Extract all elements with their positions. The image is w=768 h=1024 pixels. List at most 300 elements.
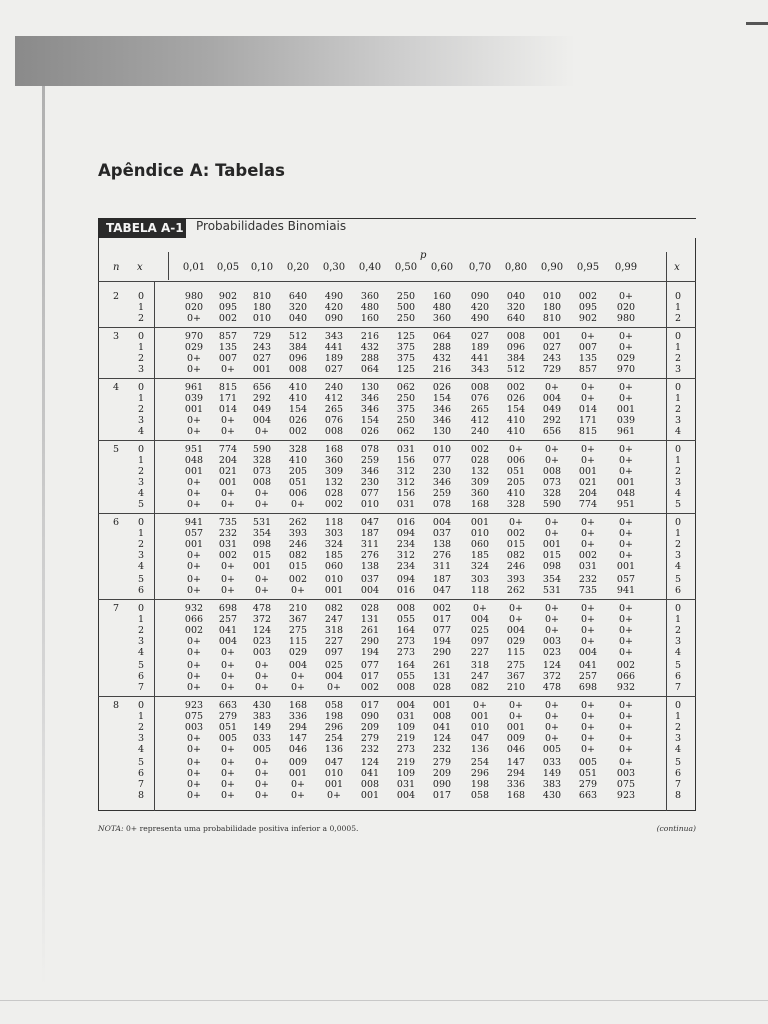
- row-x-right: 6: [674, 585, 682, 596]
- header-n: n: [113, 262, 120, 273]
- probability-cell: 328: [542, 488, 562, 499]
- probability-cell: 0+: [618, 603, 633, 614]
- probability-cell: 0+: [618, 528, 633, 539]
- probability-cell: 064: [432, 331, 452, 342]
- probability-cell: 010: [470, 528, 490, 539]
- probability-cell: 0+: [290, 671, 305, 682]
- row-x-right: 1: [674, 302, 682, 313]
- probability-cell: 171: [218, 393, 238, 404]
- probability-cell: 0+: [544, 722, 559, 733]
- probability-cell: 923: [616, 790, 636, 801]
- probability-cell: 009: [288, 757, 308, 768]
- row-x-right: 1: [674, 342, 682, 353]
- probability-cell: 198: [470, 779, 490, 790]
- row-n: 7: [112, 603, 120, 614]
- row-x: 3: [137, 550, 145, 561]
- probability-cell: 0+: [472, 700, 487, 711]
- probability-cell: 040: [506, 291, 526, 302]
- probability-cell: 0+: [186, 779, 201, 790]
- probability-cell: 005: [252, 744, 272, 755]
- probability-cell: 168: [470, 499, 490, 510]
- page-bottom-edge: [0, 1000, 768, 1001]
- probability-cell: 372: [252, 614, 272, 625]
- probability-cell: 002: [288, 426, 308, 437]
- row-x-right: 5: [674, 574, 682, 585]
- probability-cell: 234: [396, 539, 416, 550]
- row-x: 2: [137, 625, 145, 636]
- probability-cell: 004: [252, 415, 272, 426]
- probability-cell: 279: [432, 757, 452, 768]
- row-x: 4: [137, 744, 145, 755]
- probability-cell: 090: [432, 779, 452, 790]
- probability-cell: 0+: [618, 625, 633, 636]
- probability-cell: 0+: [618, 550, 633, 561]
- row-x: 0: [137, 700, 145, 711]
- probability-cell: 0+: [186, 671, 201, 682]
- probability-cell: 480: [432, 302, 452, 313]
- probability-cell: 0+: [580, 455, 595, 466]
- probability-cell: 0+: [186, 550, 201, 561]
- probability-cell: 041: [432, 722, 452, 733]
- probability-cell: 205: [288, 466, 308, 477]
- probability-cell: 109: [396, 768, 416, 779]
- probability-cell: 004: [396, 790, 416, 801]
- header-left-rule: [168, 252, 169, 280]
- probability-cell: 017: [432, 790, 452, 801]
- probability-cell: 057: [184, 528, 204, 539]
- probability-cell: 0+: [508, 517, 523, 528]
- probability-cell: 0+: [254, 574, 269, 585]
- probability-cell: 393: [288, 528, 308, 539]
- row-x-right: 0: [674, 517, 682, 528]
- probability-cell: 490: [324, 291, 344, 302]
- probability-cell: 002: [218, 550, 238, 561]
- probability-cell: 0+: [580, 539, 595, 550]
- probability-cell: 0+: [544, 603, 559, 614]
- group-separator: [98, 378, 696, 379]
- probability-cell: 015: [506, 539, 526, 550]
- probability-cell: 230: [360, 477, 380, 488]
- probability-cell: 774: [218, 444, 238, 455]
- row-x-right: 4: [674, 426, 682, 437]
- probability-cell: 168: [506, 790, 526, 801]
- probability-cell: 185: [324, 550, 344, 561]
- probability-cell: 410: [288, 455, 308, 466]
- probability-cell: 095: [578, 302, 598, 313]
- probability-cell: 017: [360, 671, 380, 682]
- probability-cell: 0+: [220, 682, 235, 693]
- probability-cell: 171: [578, 415, 598, 426]
- probability-cell: 039: [184, 393, 204, 404]
- row-x: 4: [137, 426, 145, 437]
- probability-cell: 149: [252, 722, 272, 733]
- probability-cell: 0+: [186, 477, 201, 488]
- row-x: 5: [137, 757, 145, 768]
- probability-cell: 0+: [220, 585, 235, 596]
- probability-cell: 130: [360, 382, 380, 393]
- probability-cell: 027: [470, 331, 490, 342]
- probability-cell: 500: [396, 302, 416, 313]
- probability-cell: 002: [324, 499, 344, 510]
- probability-cell: 095: [218, 302, 238, 313]
- probability-cell: 227: [470, 647, 490, 658]
- probability-cell: 0+: [254, 790, 269, 801]
- row-x-right: 2: [674, 722, 682, 733]
- probability-cell: 383: [542, 779, 562, 790]
- probability-cell: 0+: [508, 700, 523, 711]
- probability-cell: 0+: [618, 517, 633, 528]
- probability-cell: 008: [252, 477, 272, 488]
- probability-cell: 275: [288, 625, 308, 636]
- probability-cell: 279: [218, 711, 238, 722]
- probability-cell: 001: [252, 364, 272, 375]
- probability-cell: 0+: [186, 768, 201, 779]
- probability-cell: 360: [360, 291, 380, 302]
- probability-cell: 240: [470, 426, 490, 437]
- probability-cell: 090: [470, 291, 490, 302]
- probability-cell: 0+: [618, 722, 633, 733]
- probability-cell: 180: [252, 302, 272, 313]
- probability-cell: 410: [506, 426, 526, 437]
- probability-cell: 410: [288, 382, 308, 393]
- probability-cell: 354: [252, 528, 272, 539]
- row-x: 0: [137, 603, 145, 614]
- probability-cell: 372: [542, 671, 562, 682]
- probability-cell: 0+: [326, 790, 341, 801]
- probability-cell: 0+: [186, 585, 201, 596]
- row-x-right: 3: [674, 636, 682, 647]
- probability-cell: 003: [542, 636, 562, 647]
- probability-cell: 0+: [220, 790, 235, 801]
- probability-cell: 346: [432, 404, 452, 415]
- probability-cell: 0+: [220, 561, 235, 572]
- probability-cell: 001: [324, 779, 344, 790]
- probability-cell: 026: [288, 415, 308, 426]
- probability-cell: 250: [396, 313, 416, 324]
- probability-cell: 138: [360, 561, 380, 572]
- row-x: 2: [137, 539, 145, 550]
- probability-cell: 0+: [580, 528, 595, 539]
- probability-cell: 0+: [186, 313, 201, 324]
- probability-cell: 367: [506, 671, 526, 682]
- probability-cell: 420: [324, 302, 344, 313]
- probability-cell: 058: [470, 790, 490, 801]
- probability-cell: 090: [360, 711, 380, 722]
- probability-cell: 029: [288, 647, 308, 658]
- header-p-value: 0,60: [430, 262, 454, 273]
- probability-cell: 002: [288, 574, 308, 585]
- row-n: 2: [112, 291, 120, 302]
- probability-cell: 243: [252, 342, 272, 353]
- probability-cell: 006: [288, 488, 308, 499]
- probability-cell: 951: [184, 444, 204, 455]
- probability-cell: 073: [542, 477, 562, 488]
- probability-cell: 033: [252, 733, 272, 744]
- footnote: [98, 824, 358, 833]
- probability-cell: 008: [506, 331, 526, 342]
- row-x: 2: [137, 722, 145, 733]
- probability-cell: 0+: [618, 636, 633, 647]
- probability-cell: 009: [506, 733, 526, 744]
- probability-cell: 0+: [254, 488, 269, 499]
- probability-cell: 276: [360, 550, 380, 561]
- header-p-value: 0,30: [322, 262, 346, 273]
- header-p-value: 0,40: [358, 262, 382, 273]
- probability-cell: 216: [360, 331, 380, 342]
- probability-cell: 420: [470, 302, 490, 313]
- probability-cell: 164: [396, 625, 416, 636]
- row-x: 5: [137, 660, 145, 671]
- probability-cell: 154: [432, 393, 452, 404]
- probability-cell: 0+: [186, 682, 201, 693]
- probability-cell: 232: [578, 574, 598, 585]
- probability-cell: 857: [218, 331, 238, 342]
- row-x: 8: [137, 790, 145, 801]
- row-x: 6: [137, 585, 145, 596]
- probability-cell: 001: [184, 404, 204, 415]
- probability-cell: 273: [396, 744, 416, 755]
- probability-cell: 046: [506, 744, 526, 755]
- probability-cell: 0+: [220, 744, 235, 755]
- probability-cell: 031: [578, 561, 598, 572]
- row-x-right: 0: [674, 603, 682, 614]
- probability-cell: 656: [252, 382, 272, 393]
- probability-cell: 025: [470, 625, 490, 636]
- probability-cell: 902: [218, 291, 238, 302]
- probability-cell: 064: [360, 364, 380, 375]
- probability-cell: 250: [396, 393, 416, 404]
- probability-cell: 010: [542, 291, 562, 302]
- probability-cell: 008: [470, 382, 490, 393]
- probability-cell: 010: [360, 499, 380, 510]
- probability-cell: 082: [506, 550, 526, 561]
- probability-cell: 058: [324, 700, 344, 711]
- page-edge-mark: [746, 22, 768, 25]
- probability-cell: 430: [542, 790, 562, 801]
- row-n: 4: [112, 382, 120, 393]
- row-x: 6: [137, 671, 145, 682]
- probability-cell: 0+: [544, 733, 559, 744]
- row-x: 4: [137, 488, 145, 499]
- probability-cell: 098: [252, 539, 272, 550]
- row-x: 0: [137, 382, 145, 393]
- probability-cell: 097: [470, 636, 490, 647]
- probability-cell: 002: [506, 382, 526, 393]
- probability-cell: 0+: [618, 466, 633, 477]
- probability-cell: 279: [578, 779, 598, 790]
- probability-cell: 0+: [254, 585, 269, 596]
- probability-cell: 311: [360, 539, 380, 550]
- probability-cell: 076: [324, 415, 344, 426]
- probability-cell: 180: [542, 302, 562, 313]
- probability-cell: 0+: [618, 455, 633, 466]
- header-p-value: 0,80: [504, 262, 528, 273]
- probability-cell: 343: [470, 364, 490, 375]
- probability-cell: 262: [506, 585, 526, 596]
- row-x-right: 1: [674, 528, 682, 539]
- probability-cell: 124: [432, 733, 452, 744]
- row-x-right: 6: [674, 671, 682, 682]
- probability-cell: 219: [396, 757, 416, 768]
- probability-cell: 815: [578, 426, 598, 437]
- probability-cell: 430: [252, 700, 272, 711]
- probability-cell: 006: [506, 455, 526, 466]
- probability-cell: 0+: [618, 382, 633, 393]
- probability-cell: 008: [432, 711, 452, 722]
- probability-cell: 0+: [580, 393, 595, 404]
- table-caption: Probabilidades Binomiais: [196, 219, 347, 233]
- probability-cell: 0+: [186, 744, 201, 755]
- row-x-right: 0: [674, 331, 682, 342]
- probability-cell: 047: [432, 585, 452, 596]
- probability-cell: 060: [324, 561, 344, 572]
- probability-cell: 156: [396, 455, 416, 466]
- probability-cell: 077: [360, 660, 380, 671]
- header-p-value: 0,10: [250, 262, 274, 273]
- row-x: 0: [137, 331, 145, 342]
- probability-cell: 077: [432, 455, 452, 466]
- probability-cell: 0+: [254, 682, 269, 693]
- probability-cell: 0+: [186, 733, 201, 744]
- probability-cell: 246: [506, 561, 526, 572]
- page-title: Apêndice A: Tabelas: [98, 161, 285, 180]
- probability-cell: 004: [288, 660, 308, 671]
- probability-cell: 147: [288, 733, 308, 744]
- probability-cell: 0+: [618, 744, 633, 755]
- probability-cell: 016: [396, 585, 416, 596]
- row-x-right: 2: [674, 539, 682, 550]
- row-x: 0: [137, 517, 145, 528]
- probability-cell: 232: [360, 744, 380, 755]
- probability-cell: 276: [432, 550, 452, 561]
- probability-cell: 047: [324, 757, 344, 768]
- probability-cell: 041: [360, 768, 380, 779]
- probability-cell: 164: [396, 660, 416, 671]
- probability-cell: 041: [578, 660, 598, 671]
- probability-cell: 290: [360, 636, 380, 647]
- probability-cell: 0+: [186, 660, 201, 671]
- probability-cell: 590: [252, 444, 272, 455]
- footnote-text: 0+ representa uma probabilidade positiva inferior a 0,0005.: [123, 824, 359, 833]
- row-x: 7: [137, 779, 145, 790]
- footnote-label: NOTA:: [98, 824, 124, 833]
- probability-cell: 0+: [580, 700, 595, 711]
- probability-cell: 346: [432, 477, 452, 488]
- probability-cell: 078: [432, 499, 452, 510]
- scan-shadow-band: [15, 36, 575, 86]
- row-x: 1: [137, 302, 145, 313]
- probability-cell: 346: [360, 393, 380, 404]
- probability-cell: 004: [324, 671, 344, 682]
- row-n: 3: [112, 331, 120, 342]
- probability-cell: 219: [396, 733, 416, 744]
- probability-cell: 250: [396, 415, 416, 426]
- probability-cell: 0+: [618, 757, 633, 768]
- probability-cell: 303: [324, 528, 344, 539]
- probability-cell: 040: [288, 313, 308, 324]
- probability-cell: 257: [578, 671, 598, 682]
- probability-cell: 0+: [186, 647, 201, 658]
- probability-cell: 0+: [186, 353, 201, 364]
- probability-cell: 124: [542, 660, 562, 671]
- probability-cell: 951: [616, 499, 636, 510]
- row-x: 3: [137, 415, 145, 426]
- probability-cell: 0+: [580, 603, 595, 614]
- header-p-value: 0,99: [614, 262, 638, 273]
- probability-cell: 590: [542, 499, 562, 510]
- probability-cell: 187: [360, 528, 380, 539]
- probability-cell: 0+: [186, 364, 201, 375]
- probability-cell: 001: [432, 700, 452, 711]
- row-x: 2: [137, 313, 145, 324]
- probability-cell: 0+: [220, 671, 235, 682]
- probability-cell: 961: [184, 382, 204, 393]
- probability-cell: 135: [218, 342, 238, 353]
- probability-cell: 0+: [220, 660, 235, 671]
- probability-cell: 062: [396, 426, 416, 437]
- probability-cell: 432: [360, 342, 380, 353]
- probability-cell: 0+: [186, 415, 201, 426]
- probability-cell: 0+: [186, 757, 201, 768]
- probability-cell: 204: [578, 488, 598, 499]
- probability-cell: 029: [184, 342, 204, 353]
- probability-cell: 941: [616, 585, 636, 596]
- probability-cell: 0+: [186, 636, 201, 647]
- probability-cell: 512: [288, 331, 308, 342]
- probability-cell: 039: [616, 415, 636, 426]
- probability-cell: 002: [360, 682, 380, 693]
- header-p-value: 0,70: [468, 262, 492, 273]
- probability-cell: 303: [470, 574, 490, 585]
- probability-cell: 082: [288, 550, 308, 561]
- probability-cell: 367: [288, 614, 308, 625]
- row-x-right: 7: [674, 682, 682, 693]
- probability-cell: 205: [506, 477, 526, 488]
- probability-cell: 441: [470, 353, 490, 364]
- probability-cell: 0+: [254, 499, 269, 510]
- probability-cell: 328: [288, 444, 308, 455]
- probability-cell: 138: [432, 539, 452, 550]
- probability-cell: 0+: [186, 426, 201, 437]
- probability-cell: 0+: [580, 444, 595, 455]
- probability-cell: 014: [218, 404, 238, 415]
- probability-cell: 016: [396, 517, 416, 528]
- row-x: 0: [137, 291, 145, 302]
- probability-cell: 209: [360, 722, 380, 733]
- row-x-right: 8: [674, 790, 682, 801]
- row-x: 1: [137, 455, 145, 466]
- probability-cell: 051: [288, 477, 308, 488]
- probability-cell: 441: [324, 342, 344, 353]
- probability-cell: 026: [432, 382, 452, 393]
- probability-cell: 296: [324, 722, 344, 733]
- probability-cell: 279: [360, 733, 380, 744]
- probability-cell: 810: [252, 291, 272, 302]
- probability-cell: 0+: [580, 722, 595, 733]
- header-p-value: 0,50: [394, 262, 418, 273]
- probability-cell: 0+: [580, 733, 595, 744]
- probability-cell: 0+: [580, 614, 595, 625]
- probability-cell: 002: [506, 528, 526, 539]
- probability-cell: 131: [360, 614, 380, 625]
- probability-cell: 007: [218, 353, 238, 364]
- row-x-right: 6: [674, 768, 682, 779]
- right-column-rule: [666, 252, 667, 811]
- probability-cell: 0+: [290, 682, 305, 693]
- probability-cell: 0+: [220, 415, 235, 426]
- probability-cell: 0+: [254, 768, 269, 779]
- probability-cell: 010: [252, 313, 272, 324]
